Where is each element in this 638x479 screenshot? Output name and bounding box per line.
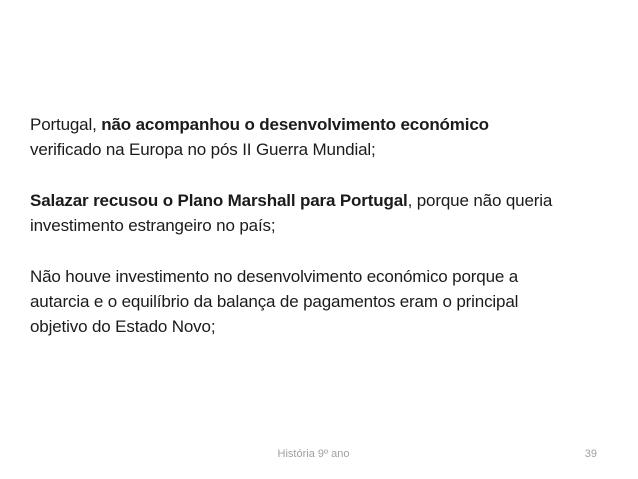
text-line [30, 314, 622, 339]
text-line [30, 213, 622, 238]
text-line [30, 289, 622, 314]
paragraph [30, 188, 622, 239]
slide-page-number: 39 [584, 448, 597, 460]
text-line [30, 112, 622, 137]
text-run: Não houve investimento no desenvolvimento económico porque a [30, 266, 519, 286]
bold-text-run: Salazar recusou o Plano Marshall para Portugal [30, 190, 408, 210]
slide-body-text [30, 112, 622, 340]
text-line [30, 137, 622, 162]
text-run: objetivo do Estado Novo; [30, 317, 216, 337]
bold-text-run: não acompanhou o desenvolvimento económico [101, 115, 489, 134]
text-run: autarcia e o equilíbrio da balança de pagamentos eram o principal [30, 292, 519, 312]
text-run: verificado na Europa no pós II Guerra Mundial; [30, 140, 376, 160]
text-run: , porque não queria [407, 190, 553, 210]
text-run: Portugal, [30, 115, 102, 134]
text-line [30, 264, 622, 289]
paragraph [30, 112, 622, 163]
text-line [30, 188, 622, 213]
slide-footer-text: História 9º ano [277, 448, 350, 460]
text-run: investimento estrangeiro no país; [30, 216, 276, 236]
paragraph [30, 264, 622, 340]
